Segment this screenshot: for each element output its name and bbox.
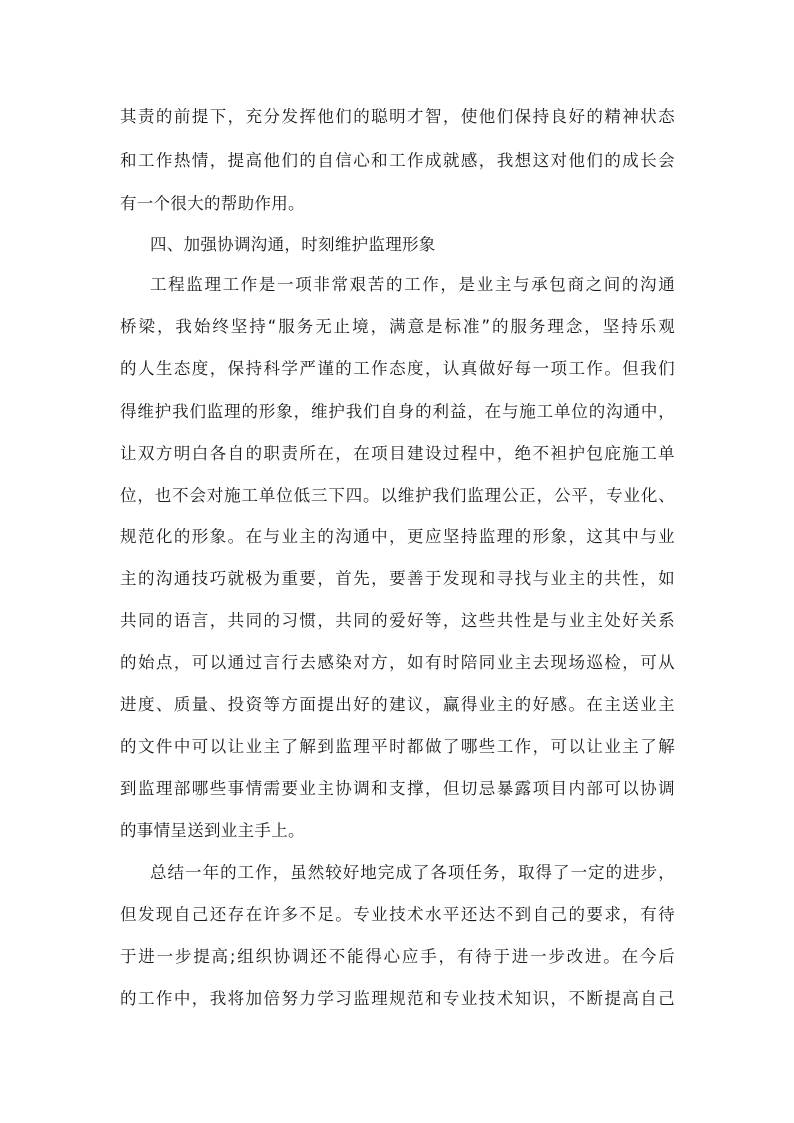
body-text-line: 的工作中，我将加倍努力学习监理规范和专业技术知识，不断提高自己 xyxy=(120,989,675,1008)
body-text-line: 的文件中可以让业主了解到监理平时都做了哪些工作，可以让业主了解 xyxy=(120,737,675,756)
body-text-line: 总结一年的工作，虽然较好地完成了各项任务，取得了一定的进步， xyxy=(150,863,675,882)
body-text-line: 的人生态度，保持科学严谨的工作态度，认真做好每一项工作。但我们 xyxy=(120,359,675,378)
section-heading: 四、加强协调沟通，时刻维护监理形象 xyxy=(150,235,436,254)
body-text-line: 工程监理工作是一项非常艰苦的工作，是业主与承包商之间的沟通 xyxy=(150,275,675,294)
body-text-line: 进度、质量、投资等方面提出好的建议，赢得业主的好感。在主送业主 xyxy=(120,695,675,714)
body-text-line: 位，也不会对施工单位低三下四。以维护我们监理公正，公平，专业化、 xyxy=(120,486,675,505)
body-text-line: 但发现自己还存在许多不足。专业技术水平还达不到自己的要求，有待 xyxy=(120,905,675,924)
body-text-line: 让双方明白各自的职责所在，在项目建设过程中，绝不袒护包庇施工单 xyxy=(120,444,675,463)
body-text-line: 和工作热情，提高他们的自信心和工作成就感，我想这对他们的成长会 xyxy=(120,151,675,170)
body-text-line: 共同的语言，共同的习惯，共同的爱好等，这些共性是与业主处好关系 xyxy=(120,611,675,630)
body-text-line: 的始点，可以通过言行去感染对方，如有时陪同业主去现场巡检，可从 xyxy=(120,653,675,672)
body-text-line: 规范化的形象。在与业主的沟通中，更应坚持监理的形象，这其中与业 xyxy=(120,527,675,546)
body-text-line: 桥梁，我始终坚持“服务无止境，满意是标准”的服务理念，坚持乐观 xyxy=(120,317,675,336)
body-text-line: 于进一步提高;组织协调还不能得心应手，有待于进一步改进。在今后 xyxy=(120,947,675,966)
body-text-line: 的事情呈送到业主手上。 xyxy=(120,821,305,840)
body-text-line: 到监理部哪些事情需要业主协调和支撑，但切忌暴露项目内部可以协调 xyxy=(120,779,675,798)
body-text-line: 其责的前提下，充分发挥他们的聪明才智，使他们保持良好的精神状态 xyxy=(120,107,675,126)
body-text-line: 主的沟通技巧就极为重要，首先，要善于发现和寻找与业主的共性，如 xyxy=(120,569,675,588)
body-text-line: 得维护我们监理的形象，维护我们自身的利益，在与施工单位的沟通中， xyxy=(120,402,675,421)
body-text-line: 有一个很大的帮助作用。 xyxy=(120,194,305,213)
